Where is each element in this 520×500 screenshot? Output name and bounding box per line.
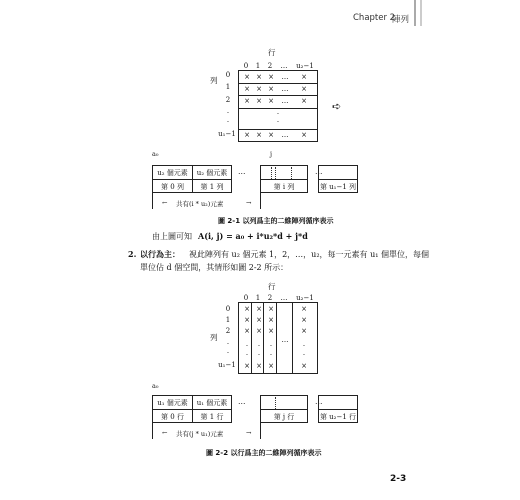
fig1-cell: . bbox=[276, 108, 280, 116]
fig1-span-bracket bbox=[152, 193, 153, 209]
fig2-cell: × bbox=[244, 327, 250, 335]
fig1-cell: × bbox=[301, 85, 307, 93]
fig2-cell: . bbox=[302, 349, 306, 357]
fig2-cell: × bbox=[256, 316, 262, 324]
fig1-block: u₂ 個元素 bbox=[157, 169, 188, 177]
fig1-col-header: 2 bbox=[267, 62, 273, 70]
fig1-cell: × bbox=[301, 97, 307, 105]
fig2-cell: × bbox=[256, 362, 262, 370]
fig2-row-header: u₁−1 bbox=[218, 361, 236, 369]
fig2-row-header: 1 bbox=[225, 316, 231, 324]
fig1-col-header: … bbox=[280, 62, 288, 70]
fig1-row-header: 0 bbox=[225, 71, 231, 79]
fig1-row-header: . bbox=[226, 116, 230, 124]
fig2-row-title: 列 bbox=[210, 333, 218, 342]
chapter-label: Chapter 2 bbox=[353, 13, 396, 23]
fig1-row-header: 2 bbox=[225, 96, 231, 104]
fig2-cell: . bbox=[269, 349, 273, 357]
fig1-cell: × bbox=[256, 97, 262, 105]
fig2-cell: . bbox=[245, 340, 249, 348]
fig2-col-header: 1 bbox=[255, 294, 261, 302]
fig2-col-header: 2 bbox=[267, 294, 273, 302]
fig1-cell: × bbox=[301, 131, 307, 139]
fig2-cell: × bbox=[301, 305, 307, 313]
fig1-row-header: u₁−1 bbox=[218, 130, 236, 138]
fig2-col-header: 0 bbox=[243, 294, 249, 302]
fig1-cell: … bbox=[281, 85, 289, 93]
header-bar bbox=[420, 0, 422, 26]
fig1-cell: × bbox=[268, 73, 274, 81]
fig1-ellipsis: … bbox=[315, 167, 323, 176]
fig2-cell: × bbox=[301, 362, 307, 370]
fig1-cell: × bbox=[244, 85, 250, 93]
fig1-ellipsis: … bbox=[238, 167, 246, 176]
fig2-span-text: 共有(j * u₁)元素 bbox=[176, 430, 224, 438]
fig2-cell: × bbox=[244, 305, 250, 313]
fig1-cell: … bbox=[281, 131, 289, 139]
right-arrow-icon: ➪ bbox=[332, 100, 342, 113]
fig2-span-bracket bbox=[152, 423, 153, 439]
fig1-col-header: 1 bbox=[255, 62, 261, 70]
fig2-block: u₁ 個元素 bbox=[196, 399, 228, 407]
fig1-cell: × bbox=[244, 131, 250, 139]
fig1-row-title: 列 bbox=[210, 76, 218, 85]
fig2-cell: × bbox=[301, 327, 307, 335]
header-bar bbox=[414, 0, 416, 26]
right-arrow-icon: → bbox=[246, 199, 252, 207]
fig2-cell: . bbox=[302, 340, 306, 348]
fig2-cell: . bbox=[257, 349, 261, 357]
item2-heading: 以行為主： bbox=[140, 249, 180, 259]
fig1-caption: 圖 2-1 以列爲主的二維陣列循序表示 bbox=[218, 217, 334, 225]
fig2-ellipsis: … bbox=[238, 397, 246, 406]
fig1-cell: × bbox=[268, 131, 274, 139]
fig2-cell: × bbox=[244, 316, 250, 324]
fig2-cell: × bbox=[256, 327, 262, 335]
page-number: 2-3 bbox=[390, 474, 407, 484]
fig1-span-bracket bbox=[260, 193, 261, 209]
fig2-block-label: 第 j 行 bbox=[273, 413, 295, 421]
chapter-title: 陣列 bbox=[392, 15, 410, 25]
fig1-cell: × bbox=[268, 85, 274, 93]
fig1-span-text: 共有(i * u₂)元素 bbox=[176, 200, 224, 208]
item2-text: 單位佔 d 個空間，其情形如圖 2-2 所示： bbox=[140, 263, 289, 272]
fig2-strip-segment bbox=[318, 395, 358, 410]
fig2-cell: × bbox=[268, 362, 274, 370]
fig2-block: u₁ 個元素 bbox=[157, 399, 188, 407]
fig2-col-header: … bbox=[280, 294, 288, 302]
fig2-cell: . bbox=[257, 340, 261, 348]
fig2-cell: × bbox=[244, 362, 250, 370]
fig2-block-label: 第 0 行 bbox=[161, 413, 184, 421]
fig1-cell: × bbox=[244, 73, 250, 81]
fig1-cell: × bbox=[268, 97, 274, 105]
formula-expr: A(i, j) = a₀ + i*u₂*d + j*d bbox=[198, 231, 308, 241]
fig2-span-bracket bbox=[260, 423, 261, 439]
fig2-row-header: 2 bbox=[225, 327, 231, 335]
fig1-cell: … bbox=[281, 73, 289, 81]
fig1-block-label: 第 i 列 bbox=[273, 183, 295, 191]
fig2-cell: . bbox=[269, 340, 273, 348]
fig2-cell: × bbox=[268, 316, 274, 324]
fig2-row-header: . bbox=[226, 338, 230, 346]
fig1-base-label: a₀ bbox=[152, 150, 159, 158]
fig1-strip-segment bbox=[318, 165, 358, 180]
item2-text: 視此陣列有 u₂ 個元素 1，2，…，u₂，每一元素有 u₁ 個單位，每個 bbox=[189, 250, 429, 259]
fig1-block-label: 第 u₁−1 列 bbox=[319, 183, 357, 191]
fig1-block-label: 第 0 列 bbox=[161, 183, 184, 191]
left-arrow-icon: ← bbox=[162, 429, 168, 437]
fig2-row-header: . bbox=[226, 347, 230, 355]
fig2-block-label: 第 1 行 bbox=[200, 413, 224, 421]
fig2-block-label: 第 u₂−1 行 bbox=[319, 413, 357, 421]
fig1-row-header: 1 bbox=[225, 83, 231, 91]
fig1-col-title: 行 bbox=[268, 48, 276, 57]
right-arrow-icon: → bbox=[246, 429, 252, 437]
fig1-col-header: u₂−1 bbox=[296, 62, 314, 70]
fig2-cell: × bbox=[301, 316, 307, 324]
fig2-base-label: a₀ bbox=[152, 382, 159, 390]
fig2-cell: × bbox=[268, 327, 274, 335]
fig1-cell: × bbox=[256, 85, 262, 93]
fig2-caption: 圖 2-2 以行爲主的二維陣列循序表示 bbox=[206, 449, 322, 457]
fig1-block: u₂ 個元素 bbox=[196, 169, 228, 177]
fig1-cell: × bbox=[256, 73, 262, 81]
fig2-col-title: 行 bbox=[268, 282, 276, 291]
formula-prefix: 由上圖可知 bbox=[152, 232, 192, 241]
fig1-row-header: . bbox=[226, 107, 230, 115]
fig1-strip-segment bbox=[260, 165, 308, 180]
fig1-col-header: 0 bbox=[243, 62, 249, 70]
fig2-cell: . bbox=[245, 349, 249, 357]
fig1-j-label: j bbox=[270, 150, 273, 158]
fig2-cell: × bbox=[268, 305, 274, 313]
fig1-cell: × bbox=[301, 73, 307, 81]
fig1-cell: × bbox=[244, 97, 250, 105]
fig1-cell: × bbox=[256, 131, 262, 139]
fig1-block-label: 第 1 列 bbox=[200, 183, 224, 191]
item2-number: 2. bbox=[128, 249, 137, 259]
fig2-col-header: u₂−1 bbox=[296, 294, 314, 302]
fig2-ellipsis: … bbox=[315, 397, 323, 406]
fig2-cell: × bbox=[256, 305, 262, 313]
fig2-row-header: 0 bbox=[225, 305, 231, 313]
fig1-cell: . bbox=[276, 116, 280, 124]
fig1-cell: … bbox=[281, 97, 289, 105]
left-arrow-icon: ← bbox=[162, 199, 168, 207]
fig2-strip-segment bbox=[260, 395, 308, 410]
fig2-cell: … bbox=[281, 336, 289, 344]
